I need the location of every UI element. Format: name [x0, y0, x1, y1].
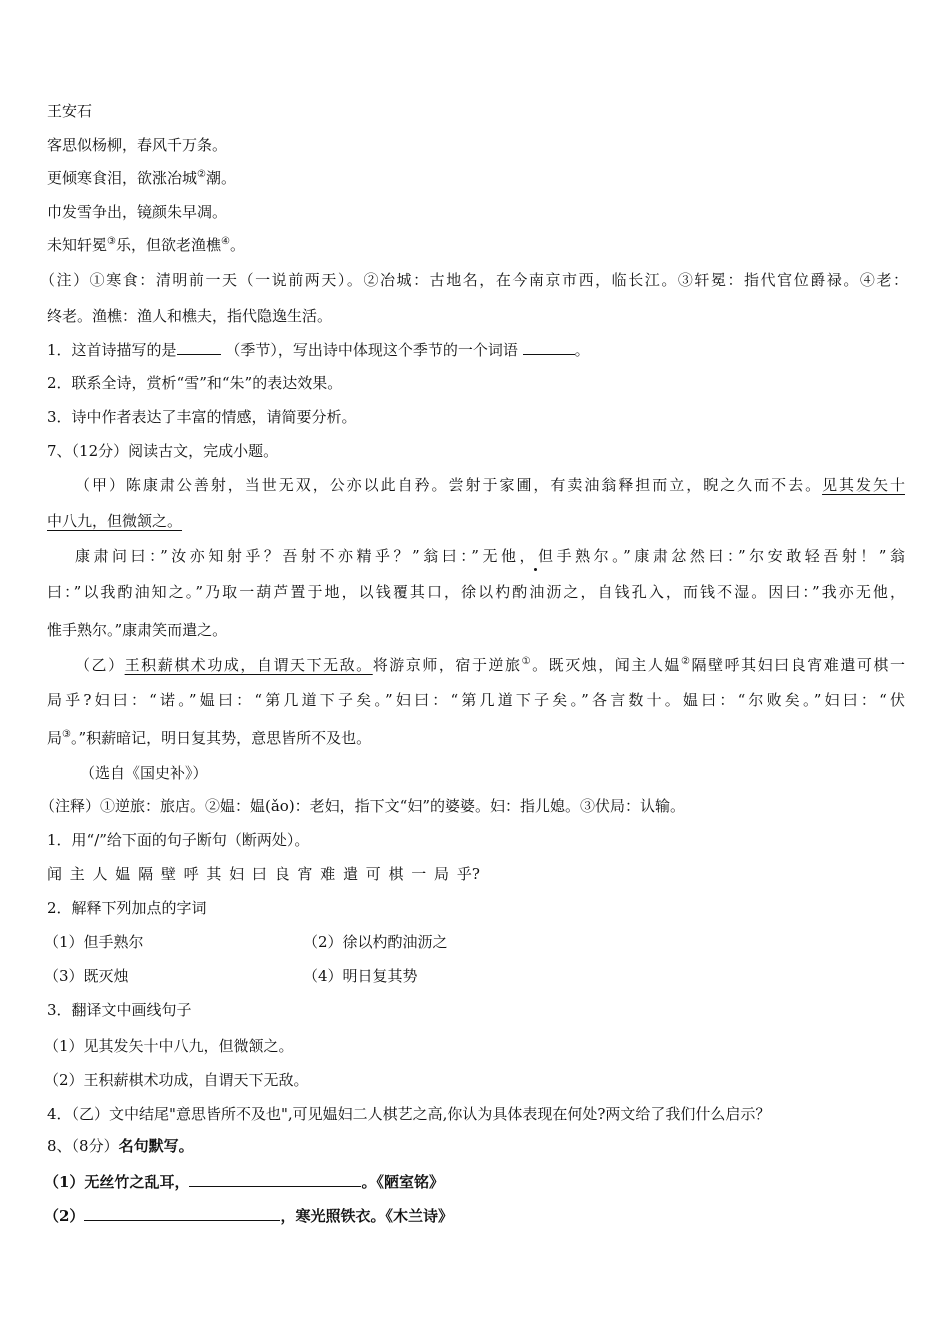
- question-title: 名句默写。: [118, 1137, 194, 1155]
- passage-text: （甲）陈康肃公善射，当世无双，公亦以此自矜。尝射于家圃，有卖油翁释担而立，睨之久而不去。: [75, 476, 823, 494]
- passage-text: （乙）: [75, 656, 125, 674]
- sub-question-1-sentence: 闻 主 人 媪 隔 壁 呼 其 妇 曰 良 宵 难 遣 可 棋 一 局 乎?: [47, 865, 480, 883]
- footnote-mark: ④: [221, 236, 230, 247]
- sub-question-2-item: （3）既灭烛: [44, 967, 129, 985]
- answer-blank[interactable]: [523, 340, 575, 355]
- poem-author: 王安石: [47, 102, 93, 120]
- question-1: [47, 340, 590, 359]
- footnote-mark: ②: [680, 656, 692, 667]
- dotted-character: 但: [538, 547, 557, 565]
- sub-question-2: 2．解释下列加点的字词: [47, 899, 207, 917]
- underlined-sentence: 中八九，但微颔之。: [47, 512, 183, 530]
- passage-jia-line: [75, 476, 905, 494]
- poem-note: （注）①寒食：清明前一天（一说前两天）。②冶城：古地名，在今南京市西，临长江。③轩冕：指代官位爵禄。④老：: [40, 271, 908, 289]
- passage-text: 。”积薪暗记，明日复其势，意思皆所不及也。: [70, 729, 372, 747]
- question-number: 8、（8分）: [47, 1137, 119, 1155]
- passage-jia-line: [47, 512, 182, 530]
- question-text: （季节），写出诗中体现这个季节的一个词语: [225, 341, 518, 359]
- passage-yi-line: 局乎?妇曰：“诺。”媪曰：“第几道下子矣。”妇曰：“第几道下子矣。”各言数十。媪曰：“尔败矣。”妇曰：“伏: [47, 691, 905, 709]
- sub-question-2-item: （1）但手熟尔: [44, 933, 144, 951]
- question-2: 2．联系全诗，赏析“雪”和“朱”的表达效果。: [47, 374, 343, 392]
- sub-question-3-item: （1）见其发矢十中八九，但微颔之。: [44, 1037, 294, 1055]
- question-8-item: [44, 1172, 444, 1191]
- poem-line: [47, 136, 227, 154]
- passage-text: 隔壁呼其妇曰良宵难遣可棋一: [691, 656, 905, 674]
- passage-jia-line: [75, 547, 905, 565]
- poem-text: 乐，但欲老渔樵: [115, 236, 221, 254]
- poem-text: 未知轩冕: [47, 236, 108, 254]
- sub-question-1: 1．用“/”给下面的句子断句（断两处）。: [47, 831, 310, 849]
- sub-question-4: 4．（乙）文中结尾"意思皆所不及也",可见媪妇二人棋艺之高,你认为具体表现在何处?两文给了我们什么启示？: [47, 1105, 771, 1123]
- poem-line: [47, 169, 236, 187]
- question-8-header: [47, 1137, 194, 1155]
- sub-question-2-item: （2）徐以杓酌油沥之: [303, 933, 448, 951]
- sub-question-3: 3．翻译文中画线句子: [47, 1001, 192, 1019]
- answer-blank[interactable]: [84, 1206, 280, 1221]
- sub-question-2-item: （4）明日复其势: [303, 967, 418, 985]
- poem-text: 。: [229, 236, 245, 254]
- question-text: （2）: [44, 1207, 85, 1225]
- passage-yi-line: [47, 729, 371, 747]
- passage-jia-line: 惟手熟尔。”康肃笑而遣之。: [47, 621, 228, 639]
- answer-blank[interactable]: [177, 340, 221, 355]
- question-7-header: 7、（12分）阅读古文，完成小题。: [47, 442, 279, 460]
- poem-note: 终老。渔樵：渔人和樵夫，指代隐逸生活。: [47, 307, 333, 325]
- poem-line: [47, 236, 245, 254]
- question-3: 3．诗中作者表达了丰富的情感，请简要分析。: [47, 408, 357, 426]
- answer-blank[interactable]: [189, 1172, 361, 1187]
- poem-text: 巾发雪争出，镜颜朱早凋。: [47, 203, 228, 221]
- question-text: （1）无丝竹之乱耳，: [44, 1173, 190, 1191]
- footnote-mark: ②: [197, 169, 206, 180]
- footnote-mark: ①: [521, 656, 533, 667]
- footnote-mark: ③: [62, 729, 71, 740]
- poem-line: [47, 203, 227, 221]
- question-text: ，寒光照铁衣。《木兰诗》: [280, 1207, 453, 1225]
- underlined-sentence: 见其发矢十: [822, 476, 905, 494]
- poem-text: 客思似杨柳，春风千万条。: [47, 136, 228, 154]
- passage-source: （选自《国史补》）: [80, 764, 208, 782]
- underlined-sentence: 王积薪棋术功成，自谓天下无敌。: [124, 656, 373, 674]
- question-text: 1．这首诗描写的是: [47, 341, 177, 359]
- question-text: 。《陋室铭》: [361, 1173, 444, 1191]
- passage-text: 康肃问曰：”汝亦知射乎？吾射不亦精乎？”翁曰：”无他，: [75, 547, 539, 565]
- poem-text: 潮。: [205, 169, 236, 187]
- passage-text: 局: [47, 729, 63, 747]
- sub-question-3-item: （2）王积薪棋术功成，自谓天下无敌。: [44, 1071, 309, 1089]
- passage-text: 。既灭烛，闻主人媪: [532, 656, 681, 674]
- passage-yi-line: [75, 656, 905, 674]
- passage-text: 将游京师，宿于逆旅: [372, 656, 522, 674]
- poem-text: 更倾寒食泪，欲涨冶城: [47, 169, 198, 187]
- passage-text: 手熟尔。”康肃忿然曰：”尔安敢轻吾射！”翁: [556, 547, 905, 565]
- question-8-item: [44, 1206, 453, 1225]
- question-text: 。: [574, 341, 590, 359]
- footnote-mark: ③: [107, 236, 116, 247]
- passage-jia-line: 曰：”以我酌油知之。”乃取一葫芦置于地，以钱覆其口，徐以杓酌油沥之，自钱孔入，而钱不湿。因曰：”我亦无他，: [47, 583, 905, 601]
- passage-notes: （注释）①逆旅：旅店。②媪：媪(ǎo)：老妇，指下文“妇”的婆婆。妇：指儿媳。③伏局：认输。: [40, 797, 686, 815]
